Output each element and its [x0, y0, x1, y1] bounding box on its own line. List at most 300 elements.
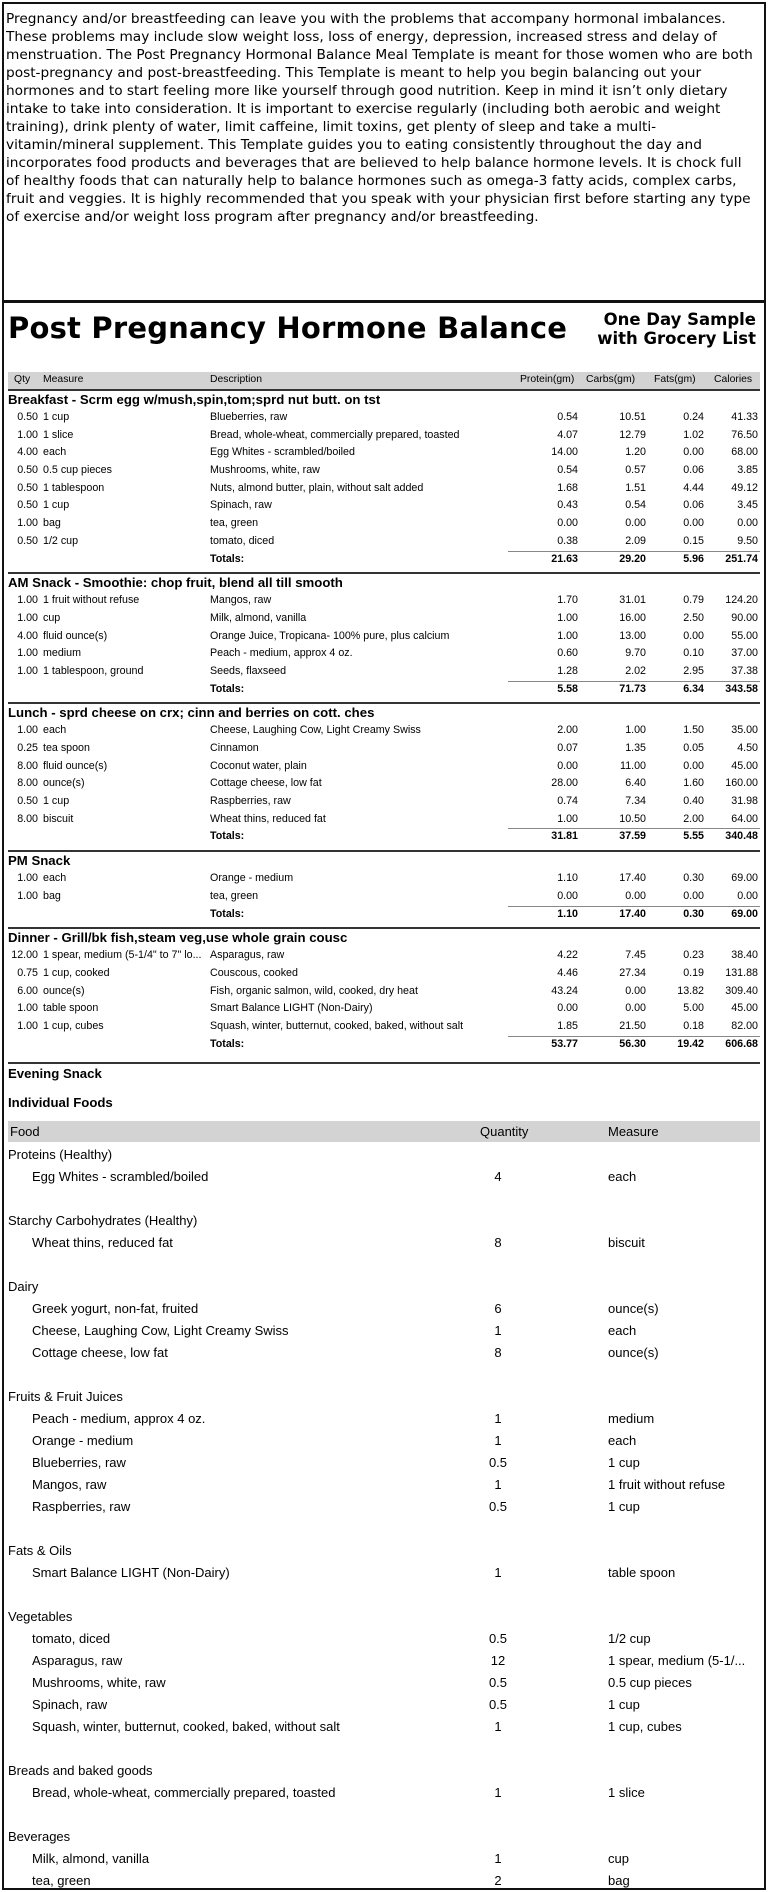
food-row	[8, 1452, 760, 1474]
cell-description: Smart Balance LIGHT (Non-Dairy)	[210, 1002, 373, 1015]
meal-row	[8, 592, 760, 610]
category-name: Fruits & Fruit Juices	[8, 1389, 123, 1404]
cell-carbs: 2.02	[625, 664, 646, 677]
cell-protein: 0.07	[557, 742, 578, 754]
totals-label: Totals:	[210, 830, 245, 843]
total-calories: 251.74	[725, 552, 758, 565]
meal-row	[8, 427, 760, 445]
header-food: Food	[10, 1124, 40, 1139]
cell-measure: fluid ounce(s)	[43, 629, 108, 642]
cell-carbs: 9.70	[625, 647, 646, 660]
header-protein: Protein(gm)	[520, 374, 575, 385]
totals-label: Totals:	[210, 907, 245, 920]
cell-qty: 8.00	[17, 759, 38, 772]
food-quantity: 0.5	[488, 1455, 508, 1470]
cell-description: Fish, organic salmon, wild, cooked, dry heat	[210, 984, 418, 997]
food-category	[8, 1826, 760, 1892]
cell-fats: 1.50	[683, 724, 704, 737]
intro-paragraph: Pregnancy and/or breastfeeding can leave you with the problems that accompany hormonal imbalances. These problems may include slow weight loss, loss of energy, depression, increased stress and delay of menstruation. The Post Pregnancy Hormonal Balance Meal Template is meant for those women who are both post-pregnancy and post-breastfeeding. This Template is meant to help you begin balancing out your hormones and to start feeling more like yourself through good nutrition. Keep in mind it isn’t only dietary intake to take into consideration. It is important to exercise regularly (including both aerobic and weight training), drink plenty of water, limit caffeine, limit toxins, get plenty of sleep and take a multi-vitamin/mineral supplement. This Template guides you to eating consistently throughout the day and incorporates food products and beverages that are believed to help balance hormone levels. It is chock full of healthy foods that can naturally help to balance hormones such as omega-3 fatty acids, complex carbs, fruit and veggies. It is highly recommended that you speak with your physician first before starting any type of exercise and/or weight loss program after pregnancy and/or breastfeeding.	[6, 11, 753, 225]
meal-title: Lunch - sprd cheese on crx; cinn and berries on cott. ches	[8, 705, 375, 721]
cell-calories: 131.88	[725, 966, 758, 979]
cell-measure: 1 cup, cubes	[43, 1019, 104, 1032]
cell-calories: 90.00	[731, 611, 758, 624]
cell-calories: 31.98	[731, 795, 758, 808]
meal-row	[8, 497, 760, 515]
header-quantity: Quantity	[480, 1124, 529, 1139]
cell-measure: each	[43, 724, 67, 737]
cell-calories: 3.45	[737, 499, 758, 512]
cell-fats: 0.19	[683, 966, 704, 979]
meal-row	[8, 610, 760, 628]
food-name: Orange - medium	[32, 1433, 134, 1448]
cell-fats: 13.82	[677, 984, 704, 997]
cell-carbs: 21.50	[619, 1019, 646, 1032]
cell-calories: 3.85	[737, 464, 758, 477]
header-calories: Calories	[714, 374, 753, 385]
food-name: Raspberries, raw	[32, 1499, 131, 1514]
food-name: Milk, almond, vanilla	[32, 1851, 150, 1866]
cell-carbs: 10.50	[619, 812, 646, 825]
cell-fats: 0.30	[683, 872, 704, 885]
cell-carbs: 0.00	[625, 517, 646, 530]
cell-measure: 1 tablespoon	[43, 481, 105, 494]
cell-description: Raspberries, raw	[210, 795, 291, 808]
cell-protein: 0.00	[557, 517, 578, 530]
cell-protein: 0.00	[557, 889, 578, 902]
food-name: Spinach, raw	[32, 1697, 108, 1712]
total-protein: 31.81	[551, 830, 578, 843]
food-quantity: 1	[494, 1719, 502, 1734]
total-calories: 343.58	[725, 682, 758, 695]
meal-row	[8, 1000, 760, 1018]
cell-carbs: 0.00	[625, 984, 646, 997]
category-name: Proteins (Healthy)	[8, 1147, 113, 1162]
food-category	[8, 1760, 760, 1804]
total-calories: 69.00	[731, 907, 758, 920]
cell-fats: 0.23	[683, 949, 704, 962]
meal-row	[8, 722, 760, 740]
cell-fats: 0.15	[683, 534, 704, 547]
meal-section	[8, 572, 760, 698]
cell-description: Egg Whites - scrambled/boiled	[210, 446, 355, 459]
cell-protein: 0.54	[557, 464, 578, 477]
food-quantity: 0.5	[488, 1499, 508, 1514]
cell-fats: 0.10	[683, 647, 704, 660]
category-name: Beverages	[8, 1829, 71, 1844]
meal-plan	[8, 389, 760, 1057]
cell-fats: 1.02	[683, 428, 704, 441]
cell-calories: 37.00	[731, 647, 758, 660]
cell-calories: 76.50	[731, 428, 758, 441]
cell-measure: 1 cup	[43, 499, 70, 512]
cell-qty: 8.00	[17, 777, 38, 790]
cell-calories: 41.33	[731, 411, 758, 423]
meal-section	[8, 927, 760, 1053]
food-quantity: 1	[494, 1411, 502, 1426]
food-measure: 1 cup	[608, 1499, 640, 1514]
food-name: Blueberries, raw	[32, 1455, 126, 1470]
cell-fats: 0.00	[683, 446, 704, 459]
cell-protein: 0.43	[557, 499, 578, 512]
totals-row	[8, 828, 760, 846]
category-name: Fats & Oils	[8, 1543, 72, 1558]
food-row	[8, 1650, 760, 1672]
cell-protein: 0.38	[557, 534, 578, 547]
cell-protein: 1.00	[557, 812, 578, 825]
meal-section	[8, 850, 760, 923]
header-fats: Fats(gm)	[654, 374, 696, 385]
food-row	[8, 1562, 760, 1584]
meal-title: Dinner - Grill/bk fish,steam veg,use whole grain cousc	[8, 930, 348, 946]
totals-label: Totals:	[210, 552, 245, 565]
meal-row	[8, 870, 760, 888]
total-carbs: 56.30	[619, 1037, 646, 1050]
food-quantity: 4	[494, 1169, 502, 1184]
food-name: Asparagus, raw	[32, 1653, 123, 1668]
food-measure: each	[608, 1323, 637, 1338]
cell-qty: 0.50	[17, 481, 38, 494]
cell-carbs: 27.34	[619, 966, 646, 979]
food-quantity: 6	[494, 1301, 502, 1316]
header-description: Description	[210, 374, 262, 385]
cell-description: Orange - medium	[210, 872, 294, 885]
meal-title: PM Snack	[8, 853, 71, 869]
cell-carbs: 1.35	[625, 742, 646, 754]
food-quantity: 1	[494, 1433, 502, 1448]
cell-description: tea, green	[210, 517, 259, 530]
cell-qty: 1.00	[17, 664, 38, 677]
food-category	[8, 1144, 760, 1188]
cell-measure: medium	[43, 647, 82, 660]
grocery-table-header	[8, 1121, 760, 1142]
food-category	[8, 1386, 760, 1518]
evening-snack-heading: Evening Snack	[8, 1062, 760, 1082]
cell-calories: 309.40	[725, 984, 758, 997]
cell-protein: 1.10	[557, 872, 578, 885]
cell-fats: 5.00	[683, 1002, 704, 1015]
cell-protein: 4.22	[557, 949, 578, 962]
cell-measure: bag	[43, 889, 61, 902]
cell-protein: 0.00	[557, 1002, 578, 1015]
cell-carbs: 0.00	[625, 889, 646, 902]
cell-protein: 0.60	[557, 647, 578, 660]
cell-description: Mushrooms, white, raw	[210, 464, 320, 477]
cell-protein: 1.00	[557, 611, 578, 624]
cell-description: Wheat thins, reduced fat	[210, 812, 326, 825]
cell-protein: 1.85	[557, 1019, 578, 1032]
cell-qty: 1.00	[17, 1019, 38, 1032]
cell-measure: 1 tablespoon, ground	[43, 664, 144, 677]
cell-description: Squash, winter, butternut, cooked, baked, without salt	[210, 1019, 464, 1032]
cell-calories: 68.00	[731, 446, 758, 459]
food-row	[8, 1320, 760, 1342]
cell-qty: 1.00	[17, 872, 38, 885]
cell-description: Coconut water, plain	[210, 759, 307, 772]
food-measure: ounce(s)	[608, 1301, 659, 1316]
cell-qty: 6.00	[17, 984, 38, 997]
food-row	[8, 1628, 760, 1650]
individual-foods-heading: Individual Foods	[8, 1095, 113, 1110]
food-quantity: 0.5	[488, 1631, 508, 1646]
cell-description: Milk, almond, vanilla	[210, 611, 307, 624]
cell-measure: 1 spear, medium (5-1/4" to 7" lo...	[43, 949, 202, 962]
cell-qty: 0.50	[17, 795, 38, 808]
category-name: Starchy Carbohydrates (Healthy)	[8, 1213, 198, 1228]
food-name: Cottage cheese, low fat	[32, 1345, 168, 1360]
total-calories: 340.48	[725, 830, 758, 843]
cell-qty: 1.00	[17, 517, 38, 530]
page-title: Post Pregnancy Hormone Balance	[8, 311, 568, 345]
meal-section	[8, 702, 760, 846]
cell-measure: bag	[43, 517, 61, 530]
food-name: tomato, diced	[32, 1631, 111, 1646]
cell-measure: biscuit	[43, 812, 74, 825]
meal-row	[8, 628, 760, 646]
cell-carbs: 0.57	[625, 464, 646, 477]
food-row	[8, 1496, 760, 1518]
meal-row	[8, 983, 760, 1001]
cell-fats: 2.50	[683, 611, 704, 624]
grocery-list	[8, 1144, 760, 1892]
cell-protein: 28.00	[551, 777, 578, 790]
food-quantity: 0.5	[488, 1697, 508, 1712]
cell-qty: 1.00	[17, 594, 38, 607]
cell-qty: 0.25	[17, 742, 38, 754]
cell-carbs: 17.40	[619, 872, 646, 885]
cell-qty: 0.50	[17, 411, 38, 423]
total-calories: 606.68	[725, 1037, 758, 1050]
food-measure: bag	[608, 1873, 630, 1888]
total-fats: 5.96	[683, 552, 704, 565]
cell-fats: 1.60	[683, 777, 704, 790]
cell-calories: 45.00	[731, 1002, 758, 1015]
cell-calories: 124.20	[725, 594, 758, 607]
cell-measure: 1 slice	[43, 428, 74, 441]
cell-calories: 38.40	[731, 949, 758, 962]
cell-qty: 1.00	[17, 1002, 38, 1015]
cell-protein: 0.74	[557, 795, 578, 808]
total-protein: 1.10	[557, 907, 578, 920]
totals-row	[8, 1036, 760, 1054]
cell-carbs: 1.20	[625, 446, 646, 459]
meal-row	[8, 888, 760, 906]
subtitle-line-2: with Grocery List	[597, 329, 756, 348]
food-category	[8, 1276, 760, 1364]
total-carbs: 37.59	[619, 830, 646, 843]
food-name: Bread, whole-wheat, commercially prepared, toasted	[32, 1785, 336, 1800]
cell-carbs: 1.51	[625, 481, 646, 494]
cell-qty: 1.00	[17, 724, 38, 737]
cell-calories: 9.50	[737, 534, 758, 547]
cell-fats: 0.40	[683, 795, 704, 808]
food-name: Wheat thins, reduced fat	[32, 1235, 173, 1250]
cell-fats: 0.00	[683, 889, 704, 902]
food-quantity: 1	[494, 1477, 502, 1492]
cell-fats: 0.79	[683, 594, 704, 607]
food-measure: 1 cup	[608, 1697, 640, 1712]
cell-qty: 8.00	[17, 812, 38, 825]
cell-carbs: 10.51	[619, 411, 646, 423]
cell-protein: 4.46	[557, 966, 578, 979]
cell-fats: 2.95	[683, 664, 704, 677]
cell-description: Couscous, cooked	[210, 966, 298, 979]
cell-measure: 1 fruit without refuse	[43, 594, 140, 607]
cell-protein: 1.28	[557, 664, 578, 677]
cell-description: Blueberries, raw	[210, 411, 288, 423]
cell-carbs: 6.40	[625, 777, 646, 790]
meal-row	[8, 811, 760, 829]
food-quantity: 1	[494, 1323, 502, 1338]
cell-carbs: 7.45	[625, 949, 646, 962]
total-fats: 19.42	[677, 1037, 704, 1050]
cell-description: Nuts, almond butter, plain, without salt added	[210, 481, 424, 494]
cell-measure: 1 cup	[43, 411, 70, 423]
cell-description: Orange Juice, Tropicana- 100% pure, plus calcium	[210, 629, 450, 642]
header-qty: Qty	[14, 374, 31, 385]
food-category	[8, 1210, 760, 1254]
food-measure: each	[608, 1433, 637, 1448]
page-subtitle	[576, 310, 756, 348]
cell-description: Bread, whole-wheat, commercially prepared, toasted	[210, 428, 460, 441]
cell-calories: 55.00	[731, 629, 758, 642]
meal-row	[8, 793, 760, 811]
food-category	[8, 1540, 760, 1584]
meal-row	[8, 409, 760, 427]
cell-measure: 1/2 cup	[43, 534, 79, 547]
cell-calories: 82.00	[731, 1019, 758, 1032]
cell-protein: 43.24	[551, 984, 578, 997]
totals-row	[8, 906, 760, 924]
section-divider	[2, 300, 766, 303]
food-measure: biscuit	[608, 1235, 645, 1250]
header-food-measure: Measure	[608, 1124, 659, 1139]
cell-qty: 1.00	[17, 428, 38, 441]
cell-measure: cup	[43, 611, 61, 624]
cell-fats: 0.00	[683, 629, 704, 642]
food-row	[8, 1430, 760, 1452]
cell-fats: 0.24	[683, 411, 704, 423]
food-quantity: 2	[494, 1873, 502, 1888]
meal-table-header	[8, 372, 760, 389]
cell-fats: 0.00	[683, 759, 704, 772]
cell-calories: 64.00	[731, 812, 758, 825]
cell-carbs: 16.00	[619, 611, 646, 624]
cell-measure: fluid ounce(s)	[43, 759, 108, 772]
food-row	[8, 1298, 760, 1320]
food-quantity: 12	[490, 1653, 506, 1668]
cell-description: Cinnamon	[210, 742, 259, 754]
category-name: Vegetables	[8, 1609, 73, 1624]
cell-fats: 0.06	[683, 499, 704, 512]
total-carbs: 29.20	[619, 552, 646, 565]
food-name: Mushrooms, white, raw	[32, 1675, 166, 1690]
cell-measure: ounce(s)	[43, 984, 85, 997]
cell-carbs: 13.00	[619, 629, 646, 642]
meal-title: AM Snack - Smoothie: chop fruit, blend all till smooth	[8, 575, 343, 591]
food-measure: cup	[608, 1851, 629, 1866]
food-measure: 1 spear, medium (5-1/...	[608, 1653, 746, 1668]
food-name: tea, green	[32, 1873, 91, 1888]
cell-description: Asparagus, raw	[210, 949, 285, 962]
cell-qty: 0.50	[17, 464, 38, 477]
meal-row	[8, 515, 760, 533]
cell-measure: 1 cup, cooked	[43, 966, 110, 979]
subtitle-line-1: One Day Sample	[603, 310, 756, 329]
food-row	[8, 1232, 760, 1254]
cell-measure: each	[43, 446, 67, 459]
totals-label: Totals:	[210, 682, 245, 695]
totals-row	[8, 681, 760, 699]
cell-fats: 0.00	[683, 517, 704, 530]
cell-measure: 0.5 cup pieces	[43, 464, 112, 477]
total-protein: 21.63	[551, 552, 578, 565]
food-row	[8, 1782, 760, 1804]
total-carbs: 71.73	[619, 682, 646, 695]
cell-description: tea, green	[210, 889, 259, 902]
food-row	[8, 1408, 760, 1430]
food-measure: medium	[608, 1411, 655, 1426]
cell-measure: tea spoon	[43, 742, 90, 754]
food-name: Squash, winter, butternut, cooked, baked, without salt	[32, 1719, 340, 1734]
meal-row	[8, 758, 760, 776]
cell-qty: 4.00	[17, 446, 38, 459]
cell-protein: 14.00	[551, 446, 578, 459]
food-name: Mangos, raw	[32, 1477, 107, 1492]
totals-label: Totals:	[210, 1037, 245, 1050]
food-measure: 0.5 cup pieces	[608, 1675, 692, 1690]
totals-row	[8, 551, 760, 569]
cell-qty: 0.75	[17, 966, 38, 979]
cell-measure: 1 cup	[43, 795, 70, 808]
total-protein: 53.77	[551, 1037, 578, 1050]
cell-fats: 0.05	[683, 742, 704, 754]
food-measure: 1 slice	[608, 1785, 645, 1800]
food-row	[8, 1848, 760, 1870]
food-quantity: 8	[494, 1235, 502, 1250]
food-quantity: 1	[494, 1785, 502, 1800]
cell-description: Cheese, Laughing Cow, Light Creamy Swiss	[210, 724, 421, 737]
header-measure: Measure	[43, 374, 84, 385]
food-row	[8, 1474, 760, 1496]
food-name: Peach - medium, approx 4 oz.	[32, 1411, 206, 1426]
food-name: Cheese, Laughing Cow, Light Creamy Swiss	[32, 1323, 289, 1338]
cell-qty: 1.00	[17, 647, 38, 660]
food-measure: 1 cup, cubes	[608, 1719, 682, 1734]
cell-protein: 1.00	[557, 629, 578, 642]
meal-row	[8, 1018, 760, 1036]
meal-row	[8, 965, 760, 983]
food-row	[8, 1694, 760, 1716]
cell-calories: 49.12	[731, 481, 758, 494]
food-name: Egg Whites - scrambled/boiled	[32, 1169, 209, 1184]
cell-carbs: 7.34	[625, 795, 646, 808]
food-row	[8, 1166, 760, 1188]
meal-section	[8, 389, 760, 568]
meal-row	[8, 533, 760, 551]
food-quantity: 1	[494, 1851, 502, 1866]
cell-measure: ounce(s)	[43, 777, 85, 790]
food-quantity: 1	[494, 1565, 502, 1580]
cell-calories: 160.00	[725, 777, 758, 790]
cell-calories: 0.00	[737, 517, 758, 530]
cell-calories: 69.00	[731, 872, 758, 885]
food-name: Greek yogurt, non-fat, fruited	[32, 1301, 199, 1316]
food-measure: 1 cup	[608, 1455, 640, 1470]
cell-calories: 35.00	[731, 724, 758, 737]
category-name: Dairy	[8, 1279, 39, 1294]
meal-title: Breakfast - Scrm egg w/mush,spin,tom;sprd nut butt. on tst	[8, 392, 381, 407]
meal-row	[8, 947, 760, 965]
